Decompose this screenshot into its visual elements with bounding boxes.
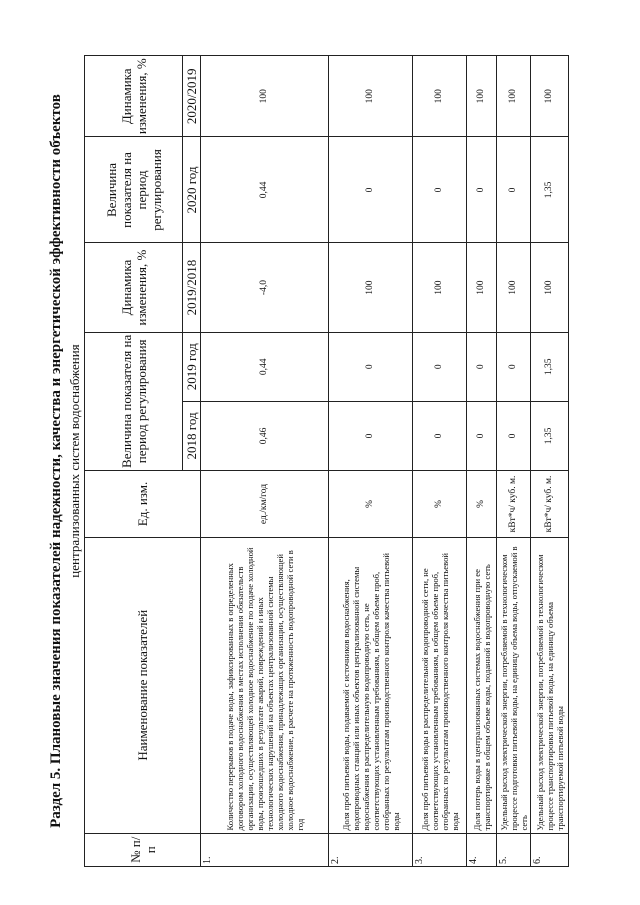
document-title: Раздел 5. Плановые значения показателей надежности, качества и энергетической эффективности объектов <box>48 94 64 828</box>
row-value-2020: 0,44 <box>201 137 329 243</box>
row-dynamics-2019: -4,0 <box>201 243 329 332</box>
table-row <box>329 56 413 867</box>
row-dynamics-2019: 100 <box>413 243 467 332</box>
row-dynamics-2019: 100 <box>467 243 497 332</box>
row-name: Доля проб питьевой воды в распределительной водопроводной сети, не соответствующих установленным требованиям, в общем объеме проб, отобранных по результатам производственного контроля качества питьевой воды <box>413 537 467 833</box>
row-value-2018: 0 <box>329 401 413 470</box>
table-row <box>497 56 531 867</box>
row-unit: % <box>467 471 497 538</box>
row-unit: % <box>329 471 413 538</box>
row-dynamics-2020: 100 <box>467 56 497 137</box>
row-dynamics-2019: 100 <box>329 243 413 332</box>
header-row <box>85 56 183 867</box>
subheader-2019-2018: 2019/2018 <box>183 243 201 332</box>
page-content <box>48 55 569 867</box>
row-num: 1. <box>201 833 329 866</box>
table-row <box>531 56 569 867</box>
row-unit: % <box>413 471 467 538</box>
row-dynamics-2020: 100 <box>497 56 531 137</box>
subheader-2018: 2018 год <box>183 401 201 470</box>
row-value-2020: 0 <box>413 137 467 243</box>
row-value-2020: 0 <box>467 137 497 243</box>
row-dynamics-2019: 100 <box>531 243 569 332</box>
row-dynamics-2020: 100 <box>413 56 467 137</box>
row-value-2018: 0 <box>413 401 467 470</box>
header-num: № п/п <box>85 833 201 866</box>
subheader-2019: 2019 год <box>183 332 201 401</box>
row-value-2019: 0 <box>329 332 413 401</box>
row-dynamics-2020: 100 <box>531 56 569 137</box>
header-unit: Ед. изм. <box>85 471 201 538</box>
header-dynamics-2019: Динамика изменения, % <box>85 243 183 332</box>
row-value-2018: 0 <box>467 401 497 470</box>
row-value-2018: 0 <box>497 401 531 470</box>
row-value-2019: 1,35 <box>531 332 569 401</box>
row-value-2018: 0,46 <box>201 401 329 470</box>
row-unit: кВт*ч/ куб. м. <box>531 471 569 538</box>
indicators-table <box>84 55 569 867</box>
row-name: Количество перерывов в подаче воды, зафиксированных в определенных договором холодного водоснабжения в местах исполнения обязательств организации, осуществляющей холодное водоснабжение по подаче холодной воды, произошедших в результате аварий, повреждений и иных технологических нарушений на объектах централизованной системы холодного водоснабжения, принадлежащих организации, осуществляющей холодное водоснабжение, в расчете на протяженность водопроводной сети в год <box>201 537 329 833</box>
row-name: Удельный расход электрической энергии, потребляемой в технологическом процессе подготовки питьевой воды, на единицу объема воды, отпускаемой в сеть <box>497 537 531 833</box>
row-unit: кВт*ч/ куб. м. <box>497 471 531 538</box>
subheader-2020-2019: 2020/2019 <box>183 56 201 137</box>
row-value-2020: 0 <box>497 137 531 243</box>
row-value-2020: 0 <box>329 137 413 243</box>
header-name: Наименование показателей <box>85 537 201 833</box>
row-num: 2. <box>329 833 413 866</box>
row-name: Доля потерь воды в централизованных системах водоснабжения при ее транспортировке в общем объеме воды, поданной в водопроводную сеть <box>467 537 497 833</box>
table-row <box>201 56 329 867</box>
document-subtitle: централизованных систем водоснабжения <box>67 344 82 578</box>
row-value-2018: 1,35 <box>531 401 569 470</box>
header-dynamics-2020: Динамика изменения, % <box>85 56 183 137</box>
row-num: 5. <box>497 833 531 866</box>
header-value-2020: Величина показателя на период регулирования <box>85 137 183 243</box>
row-value-2020: 1,35 <box>531 137 569 243</box>
row-name: Удельный расход электрической энергии, потребляемой в технологическом процессе транспортировки питьевой воды, на единицу объема транспортируемой питьевой воды <box>531 537 569 833</box>
header-value-2018-2019: Величина показателя на период регулирования <box>85 332 183 470</box>
row-value-2019: 0 <box>413 332 467 401</box>
row-value-2019: 0 <box>497 332 531 401</box>
row-num: 4. <box>467 833 497 866</box>
row-value-2019: 0 <box>467 332 497 401</box>
row-value-2019: 0,44 <box>201 332 329 401</box>
row-num: 6. <box>531 833 569 866</box>
table-row <box>413 56 467 867</box>
row-num: 3. <box>413 833 467 866</box>
row-name: Доля проб питьевой воды, подаваемой с источников водоснабжения, водопроводных станций или иных объектов централизованной системы водоснабжения в распределительную водопроводную сеть, не соответствующих установленным требованиям, в общем объеме проб, отобранных по результатам производственного контроля качества питьевой воды <box>329 537 413 833</box>
row-dynamics-2019: 100 <box>497 243 531 332</box>
row-unit: ед./км/год <box>201 471 329 538</box>
subheader-2020: 2020 год <box>183 137 201 243</box>
table-row <box>467 56 497 867</box>
row-dynamics-2020: 100 <box>201 56 329 137</box>
row-dynamics-2020: 100 <box>329 56 413 137</box>
